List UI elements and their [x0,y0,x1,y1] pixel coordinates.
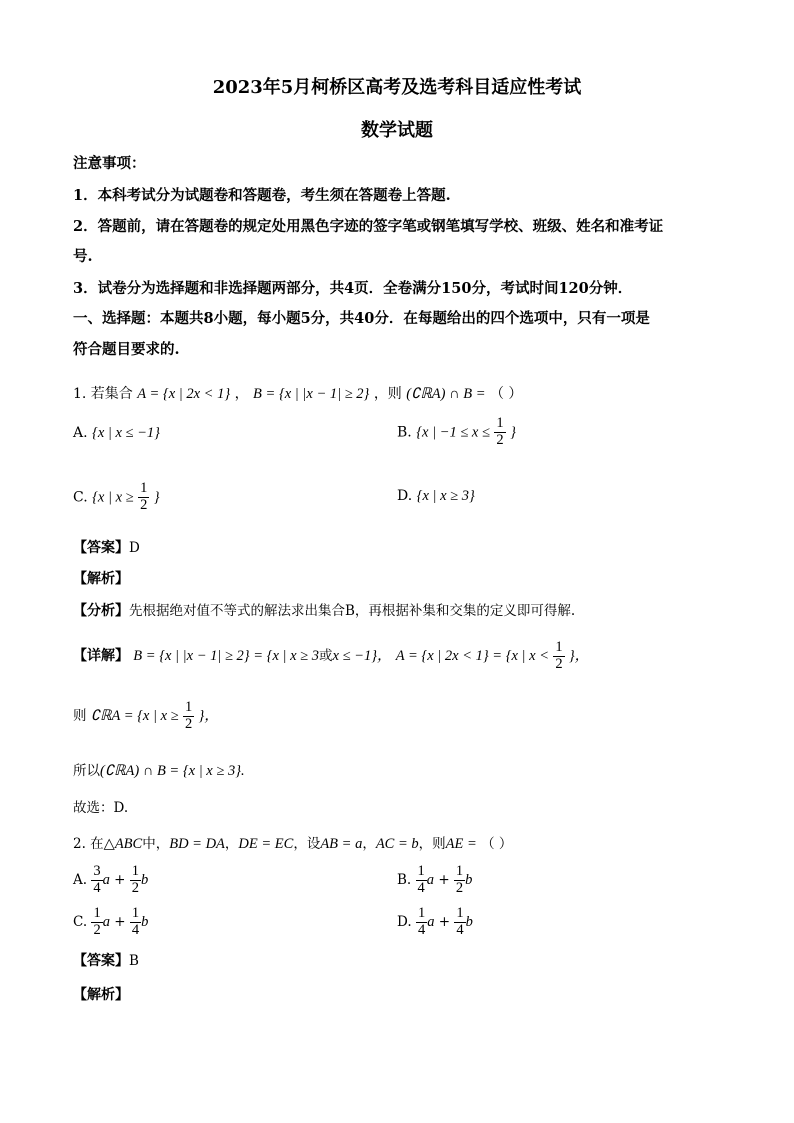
separator: ，设 [293,836,321,852]
option-a [73,425,160,442]
answer-tag: 【答案】 [73,953,129,969]
section-heading: 一、选择题：本题共8小题，每小题5分，共40分．在每题给出的四个选项中，只有一项是 [73,310,650,327]
detail-prefix: 则 [73,707,87,724]
separator: ， [362,836,376,852]
option-label: C. [73,913,88,930]
question-1-expr: (∁ℝA) ∩ B = [406,386,486,402]
q2-option-a [73,864,148,897]
detail-line-3 [73,759,245,780]
detail-expr: ∁ℝA = {x | x ≥ [90,707,179,724]
question-2-stem [73,832,512,853]
fraction: $\frac{1}{2}$ [140,480,148,513]
vector-a: a [427,913,435,930]
fenxi-tag: 【分析】 [73,603,129,619]
analysis-tag: 【解析】 [73,571,129,587]
answer-line [73,537,140,557]
vector-a: a [426,871,435,888]
fraction: $\frac{1}{2}$ [455,863,464,896]
question-2-prefix: 2. 在 [73,836,104,852]
notice-heading: 注意事项： [73,155,146,172]
fraction: $\frac{1}{4}$ [131,905,140,938]
vector-cond: AB = a [320,836,363,852]
detail-line-2 [73,700,219,733]
option-text: {x | x ≤ −1} [92,425,160,441]
detail-line-1 [73,640,589,673]
set-b: B = {x | |x − 1| ≥ 2} [253,386,370,402]
fraction: $\frac{3}{4}$ [93,863,101,896]
vector-cond: DE = EC [238,836,294,852]
vector-b: b [465,913,473,930]
notice-item: 1．本科考试分为试题卷和答题卷，考生须在答题卷上答题. [73,187,451,204]
option-b [397,416,516,449]
vector-a: a [102,913,110,930]
option-label: D. [397,913,412,930]
analysis-tag: 【解析】 [73,987,129,1003]
answer-value: D [129,540,140,556]
option-label: D. [397,488,413,504]
vector-b: b [141,913,149,930]
plus: + [114,871,126,888]
fraction: $\frac{1}{4}$ [456,905,464,938]
separator: ，则 [418,836,446,852]
section-heading-cont: 符合题目要求的. [73,341,180,358]
option-d [397,488,475,505]
option-label: B. [397,871,412,888]
vector-cond: BD = DA [169,836,225,852]
q2-option-c [73,906,148,939]
answer-blank: （ ） [481,836,513,852]
conclusion: 故选：D. [73,800,129,816]
answer-blank: （ ） [489,386,523,402]
q2-answer-line [73,950,139,970]
question-1-stem [73,383,522,403]
stem-text: 中， [142,836,170,852]
detail-expr: (∁ℝA) ∩ B = {x | x ≥ 3}. [100,763,245,779]
option-label: A. [73,871,88,888]
detail-or: 或 [319,647,333,664]
detail-expr: A = {x | 2x < 1} = {x | x < [395,647,550,664]
vector-cond: AC = b [375,836,419,852]
notice-item: 2．答题前，请在答题卷的规定处用黑色字迹的签字笔或钢笔填写学校、班级、姓名和准考证 [73,218,664,235]
fenxi-text: 先根据绝对值不等式的解法求出集合B，再根据补集和交集的定义即可得解. [129,603,576,619]
vector-cond: AE = [445,836,477,852]
separator: ， [224,836,239,852]
detail-tag: 【详解】 [73,647,129,664]
notice-item: 3．试卷分为选择题和非选择题两部分，共4页．全卷满分150分，考试时间120分钟． [73,280,633,297]
plus: + [114,913,126,930]
option-label: A. [73,425,88,441]
separator: ， [234,386,249,402]
vector-b: b [465,871,473,888]
option-label: B. [397,424,412,441]
then-text: ，则 [373,386,402,402]
option-text-end: } [510,424,516,441]
detail-expr: x ≤ −1}， [332,647,392,664]
question-1-prefix: 1. 若集合 [73,386,133,402]
option-text: {x | x ≥ [92,489,134,506]
page-subtitle: 数学试题 [361,120,433,141]
fraction: $\frac{1}{2}$ [131,863,139,896]
option-c [73,481,160,514]
triangle: △ABC [103,836,143,852]
detail-expr-end: }， [198,707,219,724]
fraction: $\frac{1}{2}$ [496,415,504,448]
fraction: $\frac{1}{4}$ [417,863,425,896]
detail-expr-end: }， [568,647,590,664]
detail-expr: B = {x | |x − 1| ≥ 2} = {x | x ≥ 3 [133,647,320,664]
option-text: {x | x ≥ 3} [416,488,475,504]
answer-value: B [129,953,139,969]
option-text: {x | −1 ≤ x ≤ [416,424,490,441]
vector-a: a [102,871,110,888]
vector-b: b [141,871,149,888]
detail-prefix: 所以 [73,763,100,779]
fraction: $\frac{1}{2}$ [93,905,101,938]
answer-tag: 【答案】 [73,540,129,556]
notice-item: 号. [73,248,93,265]
page-title: 2023年5月柯桥区高考及选考科目适应性考试 [212,77,582,98]
plus: + [438,913,451,930]
fraction: $\frac{1}{2}$ [184,699,193,732]
fraction: $\frac{1}{4}$ [417,905,426,938]
set-a: A = {x | 2x < 1} [137,386,231,402]
fraction: $\frac{1}{2}$ [555,639,563,672]
q2-option-d [397,906,473,939]
plus: + [438,871,450,888]
q2-option-b [397,864,472,897]
option-text-end: } [153,489,160,506]
fenxi-line [73,599,575,620]
option-label: C. [73,489,88,506]
